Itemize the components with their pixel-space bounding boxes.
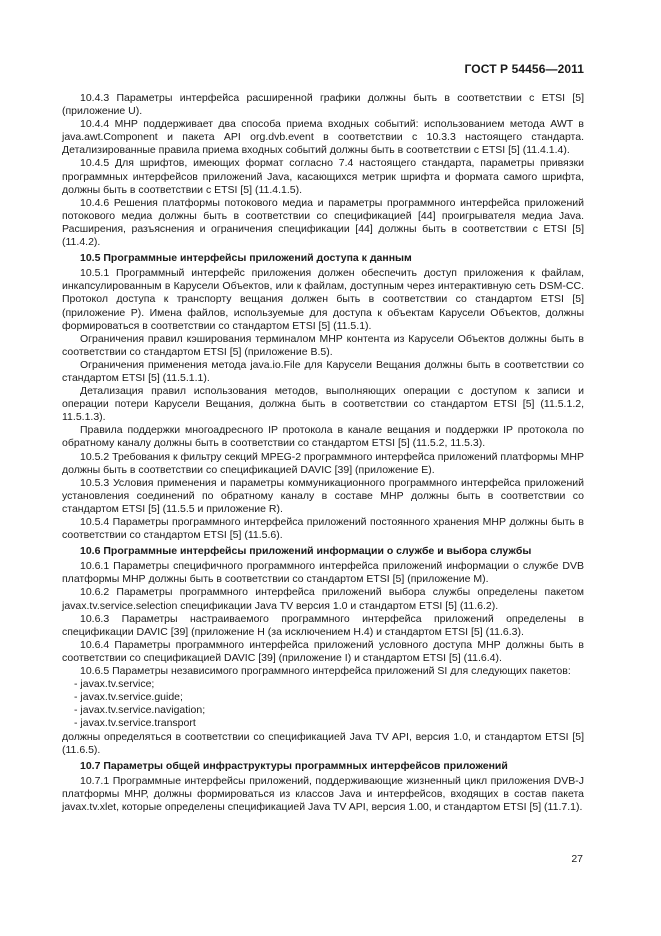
body-text xyxy=(62,92,584,814)
paragraph-caching: Ограничения правил кэширования терминалом МНР контента из Карусели Объектов должны быть в соответствии со стандартом ETSI [5] (приложение В.5). xyxy=(62,332,584,358)
paragraph-10-5-4: 10.5.4 Параметры программного интерфейса приложений постоянного хранения МНР должны быть в соответствии со стандартом ETSI [5] (11.5.6). xyxy=(62,516,584,542)
section-heading-10-5: 10.5 Программные интерфейсы приложений доступа к данным xyxy=(80,252,412,265)
paragraph-java-io-file: Ограничения применения метода java.io.File для Карусели Вещания должны быть в соответствии со стандартом ETSI [5] (11.5.1.1). xyxy=(62,358,584,384)
section-heading-10-7: 10.7 Параметры общей инфраструктуры программных интерфейсов приложений xyxy=(80,759,508,772)
paragraph-write-access: Детализация правил использования методов, выполняющих операции с доступом к записи и операции потери Карусели Вещания, должна быть в соответствии со стандартом ETSI [5] (11.5.1.2, 11.5.1.3). xyxy=(62,385,584,424)
document-id-header: ГОСТ Р 54456—2011 xyxy=(464,62,584,76)
page-number: 27 xyxy=(571,853,583,865)
list-item: - javax.tv.service; xyxy=(74,678,155,691)
paragraph-10-5-3: 10.5.3 Условия применения и параметры коммуникационного программного интерфейса приложений установления соединений по обратному каналу в составе МНР должны быть в соответствии со стандартом ETSI [5] (11.5.5 и приложение R). xyxy=(62,476,584,515)
paragraph-10-4-6: 10.4.6 Решения платформы потокового медиа и параметры программного интерфейса приложений потокового медиа должны быть в соответствии со спецификацией [44] проигрывателя медиа Java. Расширения, разъяснения и ограничения спецификации [44] должны быть в соответствии с ETSI [5] (11.4.2). xyxy=(62,196,584,249)
paragraph-10-5-2: 10.5.2 Требования к фильтру секций MPEG-2 программного интерфейса приложений платформы МНР должны быть в соответствии со спецификацией DAVIC [39] (приложение Е). xyxy=(62,450,584,476)
paragraph-10-5-1: 10.5.1 Программный интерфейс приложения должен обеспечить доступ приложения к файлам, инкапсулированным в Карусели Объектов, или к файлам, доступным через интерактивную сеть DSM-CC. Протокол доступа к транспорту вещания должен быть в соответствии со стандартом ETSI [5] (приложение Р). Имена файлов, используемые для доступа к объектам Карусели Объектов, должны формироваться в соответствии со стандартом ETSI [5] (11.5.1). xyxy=(62,267,584,332)
paragraph-10-6-2: 10.6.2 Параметры программного интерфейса приложений выбора службы определены пакетом javax.tv.service.selection спецификации Java TV версия 1.0 и стандартом ETSI [5] (11.6.2). xyxy=(62,586,584,612)
list-item: - javax.tv.service.transport xyxy=(74,717,196,730)
paragraph-10-4-4: 10.4.4 МНР поддерживает два способа приема входных событий: использованием метода AWT в java.awt.Component и пакета API org.dvb.event в соответствии с 10.3.3 настоящего стандарта. Детализированные правила приема входных событий должны быть в соответствии с ETSI [5] (11.4.1.4). xyxy=(62,118,584,157)
paragraph-10-6-5: 10.6.5 Параметры независимого программного интерфейса приложений SI для следующих пакетов: xyxy=(80,665,571,678)
section-heading-10-6: 10.6 Программные интерфейсы приложений информации о службе и выбора службы xyxy=(80,545,532,558)
paragraph-10-4-5: 10.4.5 Для шрифтов, имеющих формат согласно 7.4 настоящего стандарта, параметры привязки программных интерфейсов приложений Java, касающихся метрик шрифта и формата самого шрифта, должны быть в соответствии с ETSI [5] (11.4.1.5). xyxy=(62,157,584,196)
paragraph-10-7-1: 10.7.1 Программные интерфейсы приложений, поддерживающие жизненный цикл приложения DVB-J платформы МНР, должны формироваться из классов Java и интерфейсов, входящих в состав пакета javax.tv.xlet, которые определены спецификацией Java TV API, версия 1.00, и стандартом ETSI [5] (11.7.1). xyxy=(62,774,584,813)
paragraph-10-4-3: 10.4.3 Параметры интерфейса расширенной графики должны быть в соответствии с ETSI [5] (приложение U). xyxy=(62,92,584,118)
paragraph-list-conclusion: должны определяться в соответствии со спецификацией Java TV API, версия 1.0, и стандартом ETSI [5] (11.6.5). xyxy=(62,730,584,756)
paragraph-10-6-3: 10.6.3 Параметры настраиваемого программного интерфейса приложений определены в спецификации DAVIC [39] (приложение Н (за исключением Н.4) и стандартом ETSI [5] (11.6.3). xyxy=(62,612,584,638)
paragraph-10-6-1: 10.6.1 Параметры специфичного программного интерфейса приложений информации о службе DVB платформы МНР должны быть в соответствии со стандартом ETSI [5] (приложение М). xyxy=(62,560,584,586)
list-item: - javax.tv.service.guide; xyxy=(74,691,183,704)
paragraph-10-6-4: 10.6.4 Параметры программного интерфейса приложений условного доступа МНР должны быть в соответствии со спецификацией DAVIC [39] (приложение I) и стандартом ETSI [5] (11.6.4). xyxy=(62,638,584,664)
paragraph-multicast-ip: Правила поддержки многоадресного IP протокола в канале вещания и поддержки IP протокола по обратному каналу должны быть в соответствии со стандартом ETSI [5] (11.5.2, 11.5.3). xyxy=(62,424,584,450)
list-item: - javax.tv.service.navigation; xyxy=(74,704,206,717)
